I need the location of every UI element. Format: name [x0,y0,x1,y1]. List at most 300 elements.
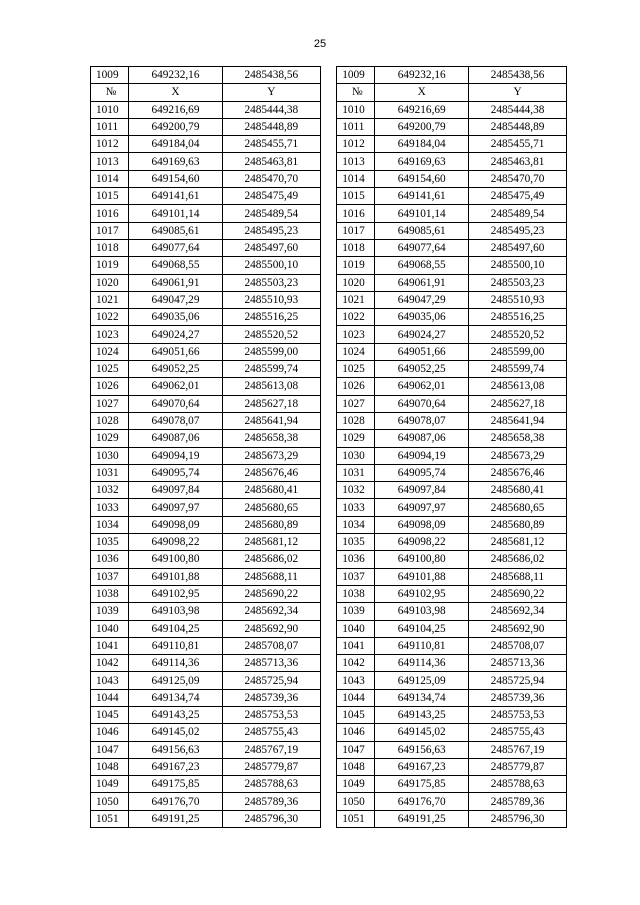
point-number-cell: 1012 [337,136,375,153]
point-number-cell: 1040 [337,620,375,637]
table-row [91,188,567,205]
y-coordinate-cell: 2485673,29 [222,447,320,464]
column-gap [320,361,336,378]
y-coordinate-cell: 2485673,29 [469,447,567,464]
table-row [91,793,567,810]
point-number-cell: 1047 [337,741,375,758]
x-coordinate-cell: 649094,19 [129,447,223,464]
y-coordinate-cell: 2485489,54 [222,205,320,222]
x-coordinate-cell: 649070,64 [375,395,469,412]
x-coordinate-cell: 649169,63 [129,153,223,170]
point-number-cell: 1022 [337,309,375,326]
point-number-cell: 1013 [91,153,129,170]
x-coordinate-cell: 649232,16 [375,67,469,84]
x-coordinate-cell: 649141,61 [375,188,469,205]
point-number-cell: 1044 [337,689,375,706]
y-coordinate-cell: 2485599,00 [222,343,320,360]
table-row [91,118,567,135]
y-coordinate-cell: 2485692,34 [222,603,320,620]
column-gap [320,551,336,568]
point-number-cell: 1019 [91,257,129,274]
y-coordinate-cell: 2485613,08 [469,378,567,395]
y-coordinate-cell: 2485767,19 [469,741,567,758]
point-number-cell: 1017 [91,222,129,239]
y-coordinate-cell: 2485681,12 [469,534,567,551]
point-number-cell: 1013 [337,153,375,170]
point-number-cell: 1023 [337,326,375,343]
column-gap [320,239,336,256]
point-number-cell: 1036 [91,551,129,568]
column-gap [320,464,336,481]
point-number-cell: 1044 [91,689,129,706]
x-coordinate-cell: 649145,02 [375,724,469,741]
point-number-cell: 1051 [337,810,375,827]
table-row [91,810,567,827]
point-number-cell: 1040 [91,620,129,637]
point-number-cell: 1010 [337,101,375,118]
coordinates-table-body [91,67,567,828]
point-number-cell: 1010 [91,101,129,118]
point-number-cell: 1032 [337,482,375,499]
x-coordinate-cell: 649200,79 [375,118,469,135]
x-coordinate-cell: 649167,23 [129,758,223,775]
table-row [91,395,567,412]
x-coordinate-cell: 649098,22 [129,534,223,551]
point-number-cell: 1041 [337,637,375,654]
table-row [91,776,567,793]
point-number-cell: 1024 [91,343,129,360]
table-row [91,136,567,153]
point-number-cell: 1046 [91,724,129,741]
x-coordinate-cell: 649200,79 [129,118,223,135]
x-coordinate-cell: 649094,19 [375,447,469,464]
column-gap [320,637,336,654]
x-coordinate-cell: 649125,09 [375,672,469,689]
x-coordinate-cell: 649169,63 [375,153,469,170]
column-gap [320,309,336,326]
y-coordinate-cell: 2485516,25 [469,309,567,326]
x-coordinate-cell: 649176,70 [375,793,469,810]
x-coordinate-cell: 649191,25 [375,810,469,827]
column-gap [320,741,336,758]
table-row [91,534,567,551]
x-coordinate-cell: 649097,84 [129,482,223,499]
x-coordinate-cell: 649077,64 [375,239,469,256]
x-coordinate-cell: 649167,23 [375,758,469,775]
point-number-cell: 1029 [337,430,375,447]
point-number-cell: 1016 [337,205,375,222]
point-number-cell: 1043 [91,672,129,689]
point-number-cell: 1019 [337,257,375,274]
x-coordinate-cell: 649103,98 [375,603,469,620]
y-coordinate-cell: 2485688,11 [222,568,320,585]
y-coordinate-cell: 2485725,94 [469,672,567,689]
point-number-cell: 1023 [91,326,129,343]
y-coordinate-cell: 2485753,53 [469,706,567,723]
point-number-cell: 1011 [91,118,129,135]
point-number-cell: 1026 [337,378,375,395]
x-coordinate-cell: 649024,27 [129,326,223,343]
x-coordinate-cell: 649175,85 [375,776,469,793]
point-number-cell: 1045 [337,706,375,723]
point-number-cell: 1012 [91,136,129,153]
x-coordinate-cell: 649154,60 [375,170,469,187]
table-row [91,274,567,291]
column-gap [320,153,336,170]
y-coordinate-cell: 2485676,46 [469,464,567,481]
x-coordinate-cell: 649101,14 [375,205,469,222]
x-coordinate-cell: 649077,64 [129,239,223,256]
y-coordinate-cell: 2485692,34 [469,603,567,620]
x-coordinate-cell: 649052,25 [129,361,223,378]
table-row [91,412,567,429]
y-coordinate-cell: 2485788,63 [222,776,320,793]
y-coordinate-cell: 2485495,23 [469,222,567,239]
column-gap [320,343,336,360]
table-row [91,568,567,585]
point-number-cell: 1024 [337,343,375,360]
column-gap [320,758,336,775]
x-coordinate-cell: 649068,55 [129,257,223,274]
x-coordinate-cell: 649102,95 [375,585,469,602]
y-coordinate-cell: 2485725,94 [222,672,320,689]
y-coordinate-cell: 2485796,30 [222,810,320,827]
y-coordinate-cell: 2485690,22 [469,585,567,602]
table-row [91,620,567,637]
x-coordinate-cell: 649100,80 [129,551,223,568]
x-coordinate-cell: 649061,91 [375,274,469,291]
point-number-cell: 1025 [91,361,129,378]
x-coordinate-cell: 649101,88 [129,568,223,585]
point-number-cell: 1011 [337,118,375,135]
point-number-cell: 1018 [337,239,375,256]
x-coordinate-cell: X [375,84,469,101]
y-coordinate-cell: 2485739,36 [222,689,320,706]
point-number-cell: 1030 [337,447,375,464]
y-coordinate-cell: 2485789,36 [469,793,567,810]
table-row [91,326,567,343]
x-coordinate-cell: 649216,69 [375,101,469,118]
x-coordinate-cell: 649232,16 [129,67,223,84]
table-row [91,603,567,620]
y-coordinate-cell: 2485510,93 [469,291,567,308]
y-coordinate-cell: 2485503,23 [469,274,567,291]
column-gap [320,188,336,205]
y-coordinate-cell: 2485599,00 [469,343,567,360]
y-coordinate-cell: 2485444,38 [222,101,320,118]
x-coordinate-cell: 649078,07 [129,412,223,429]
column-gap [320,499,336,516]
point-number-cell: 1021 [337,291,375,308]
y-coordinate-cell: 2485796,30 [469,810,567,827]
x-coordinate-cell: 649110,81 [375,637,469,654]
x-coordinate-cell: 649095,74 [375,464,469,481]
x-coordinate-cell: 649051,66 [375,343,469,360]
x-coordinate-cell: 649175,85 [129,776,223,793]
y-coordinate-cell: 2485497,60 [222,239,320,256]
x-coordinate-cell: 649104,25 [129,620,223,637]
y-coordinate-cell: 2485680,65 [222,499,320,516]
point-number-cell: 1042 [91,655,129,672]
y-coordinate-cell: 2485755,43 [222,724,320,741]
column-gap [320,222,336,239]
point-number-cell: 1015 [91,188,129,205]
table-row [91,309,567,326]
column-gap [320,378,336,395]
y-coordinate-cell: 2485500,10 [222,257,320,274]
table-row [91,205,567,222]
point-number-cell: 1035 [91,534,129,551]
x-coordinate-cell: 649070,64 [129,395,223,412]
x-coordinate-cell: 649110,81 [129,637,223,654]
table-row [91,430,567,447]
y-coordinate-cell: 2485448,89 [469,118,567,135]
point-number-cell: 1048 [337,758,375,775]
point-number-cell: 1027 [337,395,375,412]
x-coordinate-cell: 649098,09 [375,516,469,533]
point-number-cell: 1038 [91,585,129,602]
x-coordinate-cell: 649156,63 [129,741,223,758]
column-gap [320,326,336,343]
x-coordinate-cell: 649035,06 [129,309,223,326]
column-gap [320,568,336,585]
point-number-cell: 1017 [337,222,375,239]
table-row-first [91,67,567,84]
y-coordinate-cell: 2485438,56 [469,67,567,84]
table-row [91,689,567,706]
y-coordinate-cell: 2485627,18 [469,395,567,412]
y-coordinate-cell: 2485599,74 [222,361,320,378]
y-coordinate-cell: 2485753,53 [222,706,320,723]
table-row [91,482,567,499]
y-coordinate-cell: 2485463,81 [469,153,567,170]
x-coordinate-cell: 649035,06 [375,309,469,326]
point-number-cell: 1026 [91,378,129,395]
column-gap [320,776,336,793]
x-coordinate-cell: 649097,97 [129,499,223,516]
y-coordinate-cell: 2485641,94 [469,412,567,429]
y-coordinate-cell: Y [222,84,320,101]
column-gap [320,793,336,810]
point-number-cell: 1027 [91,395,129,412]
y-coordinate-cell: 2485627,18 [222,395,320,412]
point-number-cell: 1041 [91,637,129,654]
y-coordinate-cell: 2485497,60 [469,239,567,256]
point-number-cell: 1051 [91,810,129,827]
x-coordinate-cell: 649097,97 [375,499,469,516]
y-coordinate-cell: 2485475,49 [222,188,320,205]
x-coordinate-cell: 649087,06 [129,430,223,447]
y-coordinate-cell: 2485641,94 [222,412,320,429]
point-number-cell: 1016 [91,205,129,222]
x-coordinate-cell: 649114,36 [375,655,469,672]
column-gap [320,101,336,118]
point-number-cell: 1048 [91,758,129,775]
table-row [91,741,567,758]
column-gap [320,447,336,464]
y-coordinate-cell: 2485475,49 [469,188,567,205]
point-number-cell: 1014 [91,170,129,187]
y-coordinate-cell: 2485613,08 [222,378,320,395]
x-coordinate-cell: 649141,61 [129,188,223,205]
column-gap [320,603,336,620]
table-row [91,239,567,256]
y-coordinate-cell: 2485520,52 [469,326,567,343]
y-coordinate-cell: 2485680,41 [222,482,320,499]
x-coordinate-cell: 649078,07 [375,412,469,429]
point-number-cell: 1020 [337,274,375,291]
point-number-cell: 1034 [91,516,129,533]
column-gap [320,118,336,135]
point-number-cell: 1036 [337,551,375,568]
column-gap [320,257,336,274]
column-gap [320,205,336,222]
table-row [91,706,567,723]
x-coordinate-cell: 649104,25 [375,620,469,637]
table-row [91,464,567,481]
x-coordinate-cell: 649125,09 [129,672,223,689]
table-row [91,222,567,239]
y-coordinate-cell: 2485779,87 [222,758,320,775]
table-row [91,672,567,689]
point-number-cell: 1014 [337,170,375,187]
y-coordinate-cell: 2485688,11 [469,568,567,585]
point-number-cell: 1043 [337,672,375,689]
x-coordinate-cell: 649184,04 [375,136,469,153]
column-gap [320,706,336,723]
column-gap [320,655,336,672]
x-coordinate-cell: 649085,61 [375,222,469,239]
point-number-cell: 1022 [91,309,129,326]
table-row [91,378,567,395]
column-gap [320,430,336,447]
y-coordinate-cell: 2485448,89 [222,118,320,135]
point-number-cell: 1049 [91,776,129,793]
y-coordinate-cell: 2485676,46 [222,464,320,481]
y-coordinate-cell: 2485779,87 [469,758,567,775]
y-coordinate-cell: 2485463,81 [222,153,320,170]
column-gap [320,84,336,101]
table-header-row [91,84,567,101]
x-coordinate-cell: 649154,60 [129,170,223,187]
y-coordinate-cell: 2485686,02 [469,551,567,568]
y-coordinate-cell: 2485755,43 [469,724,567,741]
y-coordinate-cell: 2485455,71 [469,136,567,153]
point-number-cell: 1039 [91,603,129,620]
y-coordinate-cell: 2485680,65 [469,499,567,516]
y-coordinate-cell: 2485658,38 [469,430,567,447]
x-coordinate-cell: 649097,84 [375,482,469,499]
point-number-cell: 1049 [337,776,375,793]
y-coordinate-cell: 2485503,23 [222,274,320,291]
point-number-cell: 1031 [91,464,129,481]
x-coordinate-cell: 649103,98 [129,603,223,620]
x-coordinate-cell: 649114,36 [129,655,223,672]
column-gap [320,291,336,308]
y-coordinate-cell: 2485455,71 [222,136,320,153]
column-gap [320,672,336,689]
x-coordinate-cell: 649184,04 [129,136,223,153]
point-number-cell: 1047 [91,741,129,758]
point-number-cell: 1042 [337,655,375,672]
y-coordinate-cell: 2485489,54 [469,205,567,222]
table-row [91,447,567,464]
x-coordinate-cell: 649156,63 [375,741,469,758]
point-number-cell: 1045 [91,706,129,723]
x-coordinate-cell: 649085,61 [129,222,223,239]
y-coordinate-cell: 2485520,52 [222,326,320,343]
point-number-cell: 1038 [337,585,375,602]
point-number-cell: 1037 [337,568,375,585]
x-coordinate-cell: 649047,29 [129,291,223,308]
point-number-cell: 1021 [91,291,129,308]
point-number-cell: 1029 [91,430,129,447]
column-gap [320,395,336,412]
column-gap [320,516,336,533]
table-row [91,585,567,602]
y-coordinate-cell: 2485739,36 [469,689,567,706]
point-number-cell: 1009 [337,67,375,84]
table-row [91,101,567,118]
x-coordinate-cell: 649191,25 [129,810,223,827]
y-coordinate-cell: 2485692,90 [469,620,567,637]
y-coordinate-cell: 2485692,90 [222,620,320,637]
x-coordinate-cell: 649024,27 [375,326,469,343]
x-coordinate-cell: 649095,74 [129,464,223,481]
point-number-cell: № [337,84,375,101]
column-gap [320,170,336,187]
y-coordinate-cell: 2485680,41 [469,482,567,499]
column-gap [320,689,336,706]
column-gap [320,67,336,84]
point-number-cell: 1009 [91,67,129,84]
x-coordinate-cell: 649216,69 [129,101,223,118]
y-coordinate-cell: 2485713,36 [222,655,320,672]
table-row [91,499,567,516]
y-coordinate-cell: 2485708,07 [469,637,567,654]
table-row [91,170,567,187]
point-number-cell: 1050 [337,793,375,810]
point-number-cell: 1039 [337,603,375,620]
y-coordinate-cell: 2485510,93 [222,291,320,308]
y-coordinate-cell: 2485788,63 [469,776,567,793]
x-coordinate-cell: 649062,01 [129,378,223,395]
y-coordinate-cell: 2485599,74 [469,361,567,378]
column-gap [320,620,336,637]
point-number-cell: 1033 [91,499,129,516]
x-coordinate-cell: 649143,25 [375,706,469,723]
point-number-cell: № [91,84,129,101]
x-coordinate-cell: 649098,22 [375,534,469,551]
column-gap [320,724,336,741]
point-number-cell: 1046 [337,724,375,741]
x-coordinate-cell: X [129,84,223,101]
point-number-cell: 1028 [337,412,375,429]
x-coordinate-cell: 649134,74 [129,689,223,706]
column-gap [320,482,336,499]
y-coordinate-cell: Y [469,84,567,101]
x-coordinate-cell: 649047,29 [375,291,469,308]
y-coordinate-cell: 2485658,38 [222,430,320,447]
x-coordinate-cell: 649061,91 [129,274,223,291]
x-coordinate-cell: 649145,02 [129,724,223,741]
y-coordinate-cell: 2485767,19 [222,741,320,758]
y-coordinate-cell: 2485516,25 [222,309,320,326]
x-coordinate-cell: 649098,09 [129,516,223,533]
x-coordinate-cell: 649101,88 [375,568,469,585]
x-coordinate-cell: 649052,25 [375,361,469,378]
column-gap [320,585,336,602]
